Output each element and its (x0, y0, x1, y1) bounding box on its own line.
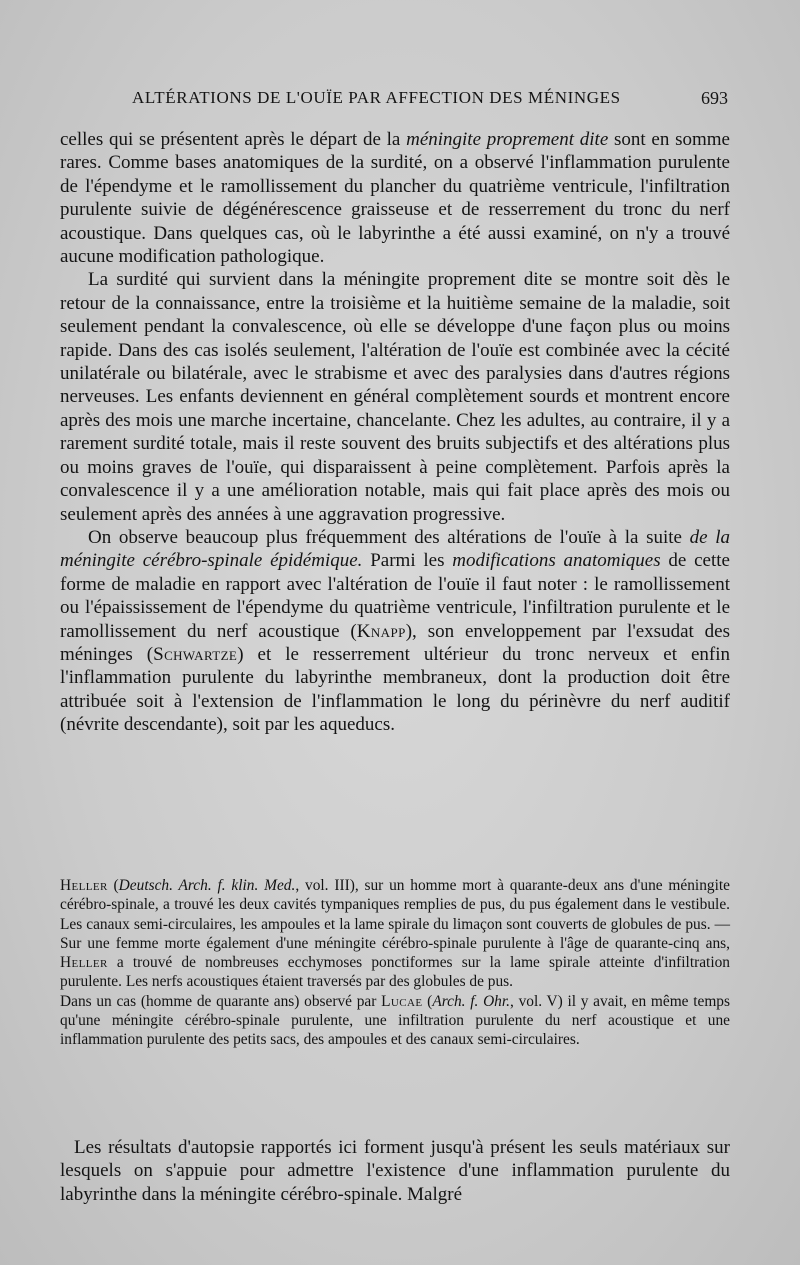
italic-term: méningite proprement dite (406, 129, 609, 150)
text-run: celles qui se présentent après le départ de la (60, 129, 407, 150)
text-run: Parmi les (362, 550, 453, 572)
paragraph-3 (60, 526, 730, 737)
author-name: Lucae (381, 992, 423, 1010)
text-run: On observe beaucoup plus fréquemment des altérations de l'ouïe à la suite (88, 526, 690, 548)
page-header (80, 88, 730, 118)
text-run: Dans un cas (homme de quarante ans) observé par (60, 992, 382, 1010)
closing-text (60, 1136, 730, 1206)
text-run: ) et le resserrement ultérieur du tronc nerveux et enfin l'inflammation purulente du labyrinthe membraneux, dont la production doit être attribuée soit à l'extension de l'inflammation le long du périnèvre du nerf auditif (névrite descendante), soit par les aqueducs. (60, 643, 730, 736)
italic-term: modifications anatomiques (452, 550, 661, 572)
page-number: 693 (701, 88, 728, 108)
main-text (60, 128, 730, 737)
text-run: sont en somme rares. Comme bases anatomiques de la surdité, on a observé l'inflammation purulente de l'épendyme et le ramollissement du plancher du quatrième ventricule, l'infiltration purulente suivie de dégénérescence graisseuse et de resserrement du tronc du nerf acoustique. Dans quelques cas, où le labyrinthe a été aussi examiné, on n'y a trouvé aucune modification pathologique. (60, 129, 730, 268)
citation: Arch. f. Ohr. (432, 992, 511, 1010)
note-2 (60, 992, 730, 1050)
text-run: de cette forme de maladie en rapport avec l'altération de l'ouïe il faut noter : le ramollissement ou l'épaississement de l'épendyme du quatrième ventricule, l'infiltration purulente et le ramollissement du nerf acoustique ( (60, 550, 730, 642)
author-name: Heller (60, 877, 108, 894)
author-name: Knapp (356, 620, 406, 642)
text-run: La surdité qui survient dans la méningite proprement dite se montre soit dès le retour de la connaissance, entre la troisième et la huitième semaine de la maladie, soit seulement pendant la convalescence, où elle se développe d'une façon plus ou moins rapide. Dans des cas isolés seulement, l'altération de l'ouïe est combinée avec la cécité unilatérale ou bilatérale, avec le strabisme et avec des paralysies dans d'autres régions nerveuses. Les enfants deviennent en général complètement sourds et montrent encore après des mois une marche incertaine, chancelante. Chez les adultes, au contraire, il y a rarement surdité totale, mais il reste souvent des bruits subjectifs et des altérations plus ou moins graves de l'ouïe, qui disparaissent à peine complètement. Parfois après la convalescence il y a une amélioration notable, mais qui fait place après des mois ou seulement après des années à une aggravation progressive. (60, 269, 730, 525)
text-run: ( (422, 992, 433, 1010)
paragraph-1 (60, 128, 730, 268)
italic-term: de la méningite cérébro-spinale épidémique. (60, 526, 730, 572)
text-run: a trouvé de nombreuses ecchymoses ponctiformes sur la lame spirale atteinte d'infiltration purulente. Les nerfs acoustiques étaient traversés par des globules de pus. (60, 954, 730, 991)
author-name: Schwartze (153, 643, 238, 665)
text-run: , vol. III), sur un homme mort à quarante-deux ans d'une méningite cérébro-spinale, a trouvé les deux cavités tympaniques remplies de pus, du pus également dans le vestibule. Les canaux semi-circulaires, les ampoules et la lame spirale du limaçon sont couverts de globules de pus. — Sur une femme morte également d'une méningite cérébro-spinale purulente à l'âge de quarante-cinq ans, (60, 877, 730, 952)
running-title: ALTÉRATIONS DE L'OUÏE PAR AFFECTION DES MÉNINGES (132, 88, 621, 107)
text-run: ( (107, 877, 119, 894)
note-1 (60, 876, 730, 992)
citation: Deutsch. Arch. f. klin. Med. (118, 877, 296, 894)
paragraph-2 (60, 268, 730, 525)
text-run: ), son enveloppement par l'exsudat des méninges ( (60, 620, 730, 665)
text-run: , vol. V) il y avait, en même temps qu'une méningite cérébro-spinale purulente, une infiltration purulente du nerf acoustique et une inflammation purulente des petits sacs, des ampoules et des canaux semi-circulaires. (60, 992, 730, 1049)
paragraph-4 (60, 1136, 730, 1206)
text-run: Les résultats d'autopsie rapportés ici forment jusqu'à présent les seuls matériaux sur lesquels on s'appuie pour admettre l'existence d'une inflammation purulente du labyrinthe dans la méningite cérébro-spinale. Malgré (60, 1137, 730, 1205)
case-notes (60, 876, 730, 1050)
author-name: Heller (60, 954, 108, 972)
